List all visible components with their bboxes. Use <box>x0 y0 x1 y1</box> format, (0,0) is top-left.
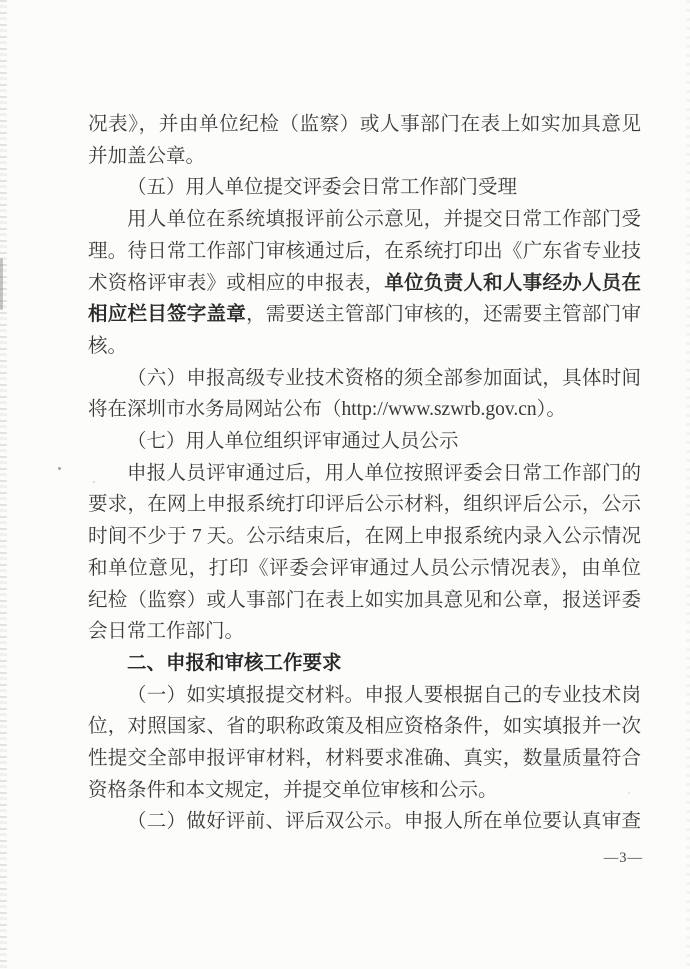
text-segment: 位，对照国家、省的职称政策及相应资格条件，如实填报并一次 <box>88 716 641 738</box>
text-line <box>88 553 641 585</box>
text-line <box>88 775 641 807</box>
text-line <box>88 109 641 141</box>
text-line <box>88 426 641 458</box>
text-segment: 况表》，并由单位纪检（监察）或人事部门在表上如实加具意见 <box>88 114 641 135</box>
text-line <box>88 363 641 395</box>
text-segment: 纪检（监察）或人事部门在表上如实加具意见和公章，报送评委 <box>88 589 641 611</box>
text-line <box>88 585 641 617</box>
document-text <box>88 109 641 838</box>
bold-text-segment: 二、申报和审核工作要求 <box>127 651 342 674</box>
bold-text-segment: 相应栏目签字盖章 <box>88 304 247 326</box>
text-line <box>88 394 641 426</box>
bold-text-segment: 单位负责人和人事经办人员在 <box>384 272 641 294</box>
text-segment: （五）用人单位提交评委会日常工作部门受理 <box>127 177 518 199</box>
text-segment: 并加盖公章。 <box>88 145 206 167</box>
text-segment: （一）如实填报提交材料。申报人要根据自己的专业技术岗 <box>127 684 641 706</box>
text-line <box>88 680 641 712</box>
text-segment: 和单位意见，打印《评委会评审通过人员公示情况表》，由单位 <box>88 557 641 579</box>
text-segment: 要求，在网上申报系统打印评后公示材料，组织评后公示，公示 <box>88 494 641 516</box>
scan-speck <box>58 467 61 470</box>
text-line <box>88 299 641 331</box>
text-segment: 理。待日常工作部门审核通过后，在系统打印出《广东省专业技 <box>88 240 641 262</box>
scan-edge-noise-right <box>686 0 690 969</box>
text-line <box>88 204 641 236</box>
text-line <box>88 489 641 521</box>
text-line <box>88 743 641 775</box>
text-line <box>88 331 641 363</box>
text-line <box>88 521 641 553</box>
text-segment: 用人单位在系统填报评前公示意见，并提交日常工作部门受 <box>127 209 641 231</box>
text-segment: 性提交全部申报评审材料，材料要求准确、真实，数量质量符合 <box>88 748 641 770</box>
text-segment: 将在深圳市水务局网站公布（http://www.szwrb.gov.cn）。 <box>88 399 566 421</box>
scan-edge-noise-left <box>0 0 7 969</box>
text-line <box>88 172 641 204</box>
text-line <box>88 711 641 743</box>
text-segment: （七）用人单位组织评审通过人员公示 <box>127 431 459 453</box>
text-segment: （二）做好评前、评后双公示。申报人所在单位要认真审查 <box>127 811 641 833</box>
text-segment: 核。 <box>88 335 128 357</box>
page-number: —3— <box>603 850 643 866</box>
text-segment: 会日常工作部门。 <box>88 621 245 643</box>
text-segment: 时间不少于 7 天。公示结束后，在网上申报系统内录入公示情况 <box>88 526 641 548</box>
text-segment: 资格条件和本文规定，并提交单位审核和公示。 <box>88 779 498 801</box>
text-segment: （六）申报高级专业技术资格的须全部参加面试，具体时间 <box>127 367 641 389</box>
text-line <box>88 806 641 838</box>
text-line <box>88 616 641 648</box>
text-segment: ，需要送主管部门审核的，还需要主管部门审 <box>246 304 641 326</box>
text-line <box>88 141 641 173</box>
text-line <box>88 458 641 490</box>
text-line <box>88 268 641 300</box>
text-segment: 申报人员评审通过后，用人单位按照评委会日常工作部门的 <box>127 462 641 484</box>
section-heading-line <box>88 648 641 680</box>
scan-edge-mark <box>0 258 3 310</box>
text-line <box>88 236 641 268</box>
text-segment: 术资格评审表》或相应的申报表， <box>88 272 385 294</box>
